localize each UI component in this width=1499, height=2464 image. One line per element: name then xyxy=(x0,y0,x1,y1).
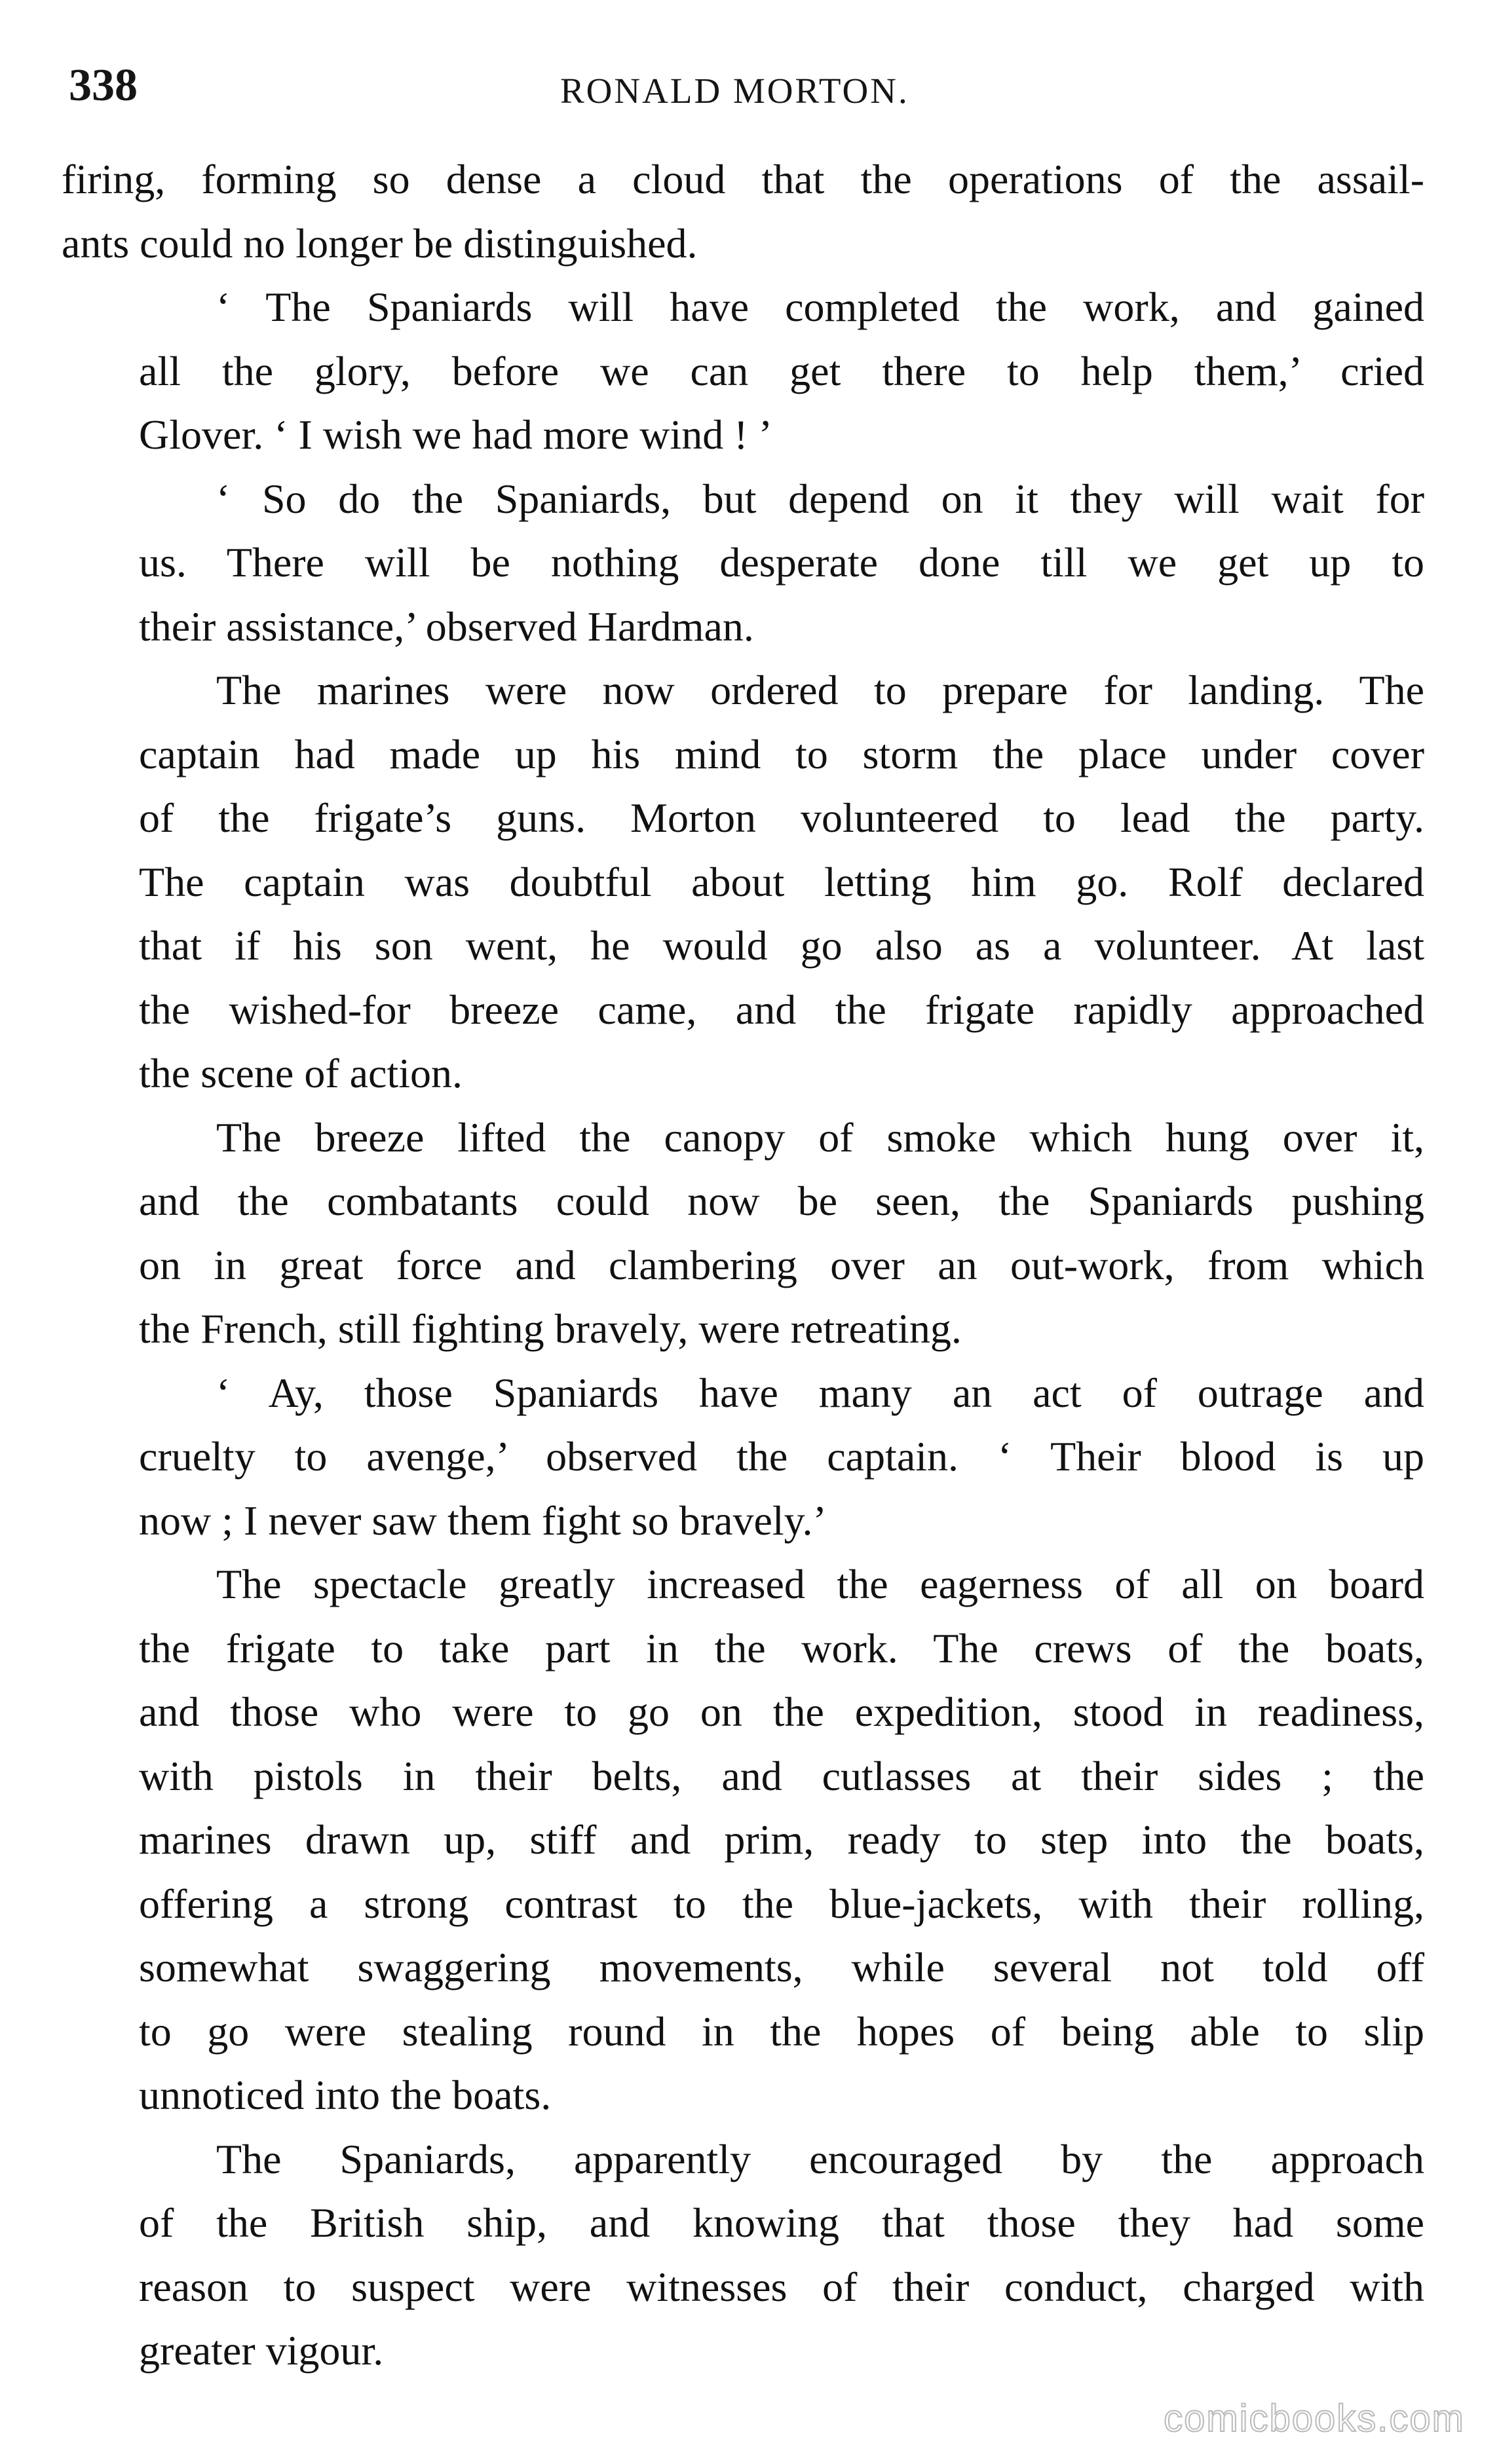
text-line: The spectacle greatly increased the eagerness of all on board xyxy=(216,1561,1424,1607)
text-line: the wished-for breeze came, and the frigate rapidly approached xyxy=(139,986,1424,1033)
running-head: RONALD MORTON. xyxy=(560,71,909,111)
paragraph xyxy=(62,1106,1424,1361)
body-text xyxy=(62,147,1424,2383)
text-line: The marines were now ordered to prepare for landing. The xyxy=(216,667,1424,713)
paragraph xyxy=(62,275,1424,467)
text-line: reason to suspect were witnesses of their conduct, charged with xyxy=(139,2263,1424,2310)
paragraph xyxy=(62,1361,1424,1553)
text-line: The breeze lifted the canopy of smoke which hung over it, xyxy=(216,1113,1424,1161)
text-line: firing, forming so dense a cloud that the operations of the assail- xyxy=(62,156,1424,202)
text-line: the scene of action. xyxy=(139,1050,463,1096)
paragraph xyxy=(62,147,1424,275)
text-line: the frigate to take part in the work. The crews of the boats, xyxy=(139,1624,1424,1671)
text-line: of the British ship, and knowing that those they had some xyxy=(139,2199,1424,2246)
page-number: 338 xyxy=(69,60,138,111)
text-line: now ; I never saw them fight so bravely.’ xyxy=(139,1497,827,1544)
text-line: unnoticed into the boats. xyxy=(139,2072,552,2118)
text-line: somewhat swaggering movements, while several not told off xyxy=(139,1944,1424,1990)
text-line: captain had made up his mind to storm the place under cover xyxy=(139,730,1424,777)
text-line: ‘ The Spaniards will have completed the work, and gained xyxy=(216,284,1424,330)
paragraph xyxy=(62,467,1424,659)
text-line: all the glory, before we can get there to help them,’ cried xyxy=(139,347,1424,394)
text-line: and those who were to go on the expedition, stood in readiness, xyxy=(139,1689,1424,1735)
text-line: us. There will be nothing desperate done till we get up to xyxy=(139,539,1424,586)
watermark: comicbooks.com xyxy=(1164,2397,1465,2440)
text-line: the French, still fighting bravely, were retreating. xyxy=(139,1305,962,1352)
text-line: and the combatants could now be seen, the Spaniards pushing xyxy=(139,1178,1424,1224)
paragraph xyxy=(62,1552,1424,2127)
text-line: offering a strong contrast to the blue-jackets, with their rolling, xyxy=(139,1880,1424,1927)
text-line: their assistance,’ observed Hardman. xyxy=(139,603,754,650)
text-line: greater vigour. xyxy=(139,2327,384,2374)
text-line: Glover. ‘ I wish we had more wind ! ’ xyxy=(139,411,772,458)
text-line: that if his son went, he would go also as a volunteer. At last xyxy=(139,922,1424,969)
text-line: with pistols in their belts, and cutlasses at their sides ; the xyxy=(139,1752,1424,1799)
text-line: ‘ Ay, those Spaniards have many an act of outrage and xyxy=(216,1369,1424,1416)
text-line: on in great force and clambering over an out-work, from which xyxy=(139,1241,1424,1288)
text-line: marines drawn up, stiff and prim, ready to step into the boats, xyxy=(139,1816,1424,1863)
text-line: cruelty to avenge,’ observed the captain. ‘ Their blood is up xyxy=(139,1433,1424,1480)
text-line: to go were stealing round in the hopes of being able to slip xyxy=(139,2007,1424,2055)
text-line: ants could no longer be distinguished. xyxy=(62,219,698,267)
text-line: of the frigate’s guns. Morton volunteered to lead the party. xyxy=(139,794,1424,841)
text-line: ‘ So do the Spaniards, but depend on it they will wait for xyxy=(216,475,1424,522)
paragraph xyxy=(62,2127,1424,2383)
page-header xyxy=(62,56,1438,128)
text-line: The Spaniards, apparently encouraged by the approach xyxy=(216,2135,1424,2182)
paragraph xyxy=(62,658,1424,1106)
text-line: The captain was doubtful about letting him go. Rolf declared xyxy=(139,858,1424,905)
